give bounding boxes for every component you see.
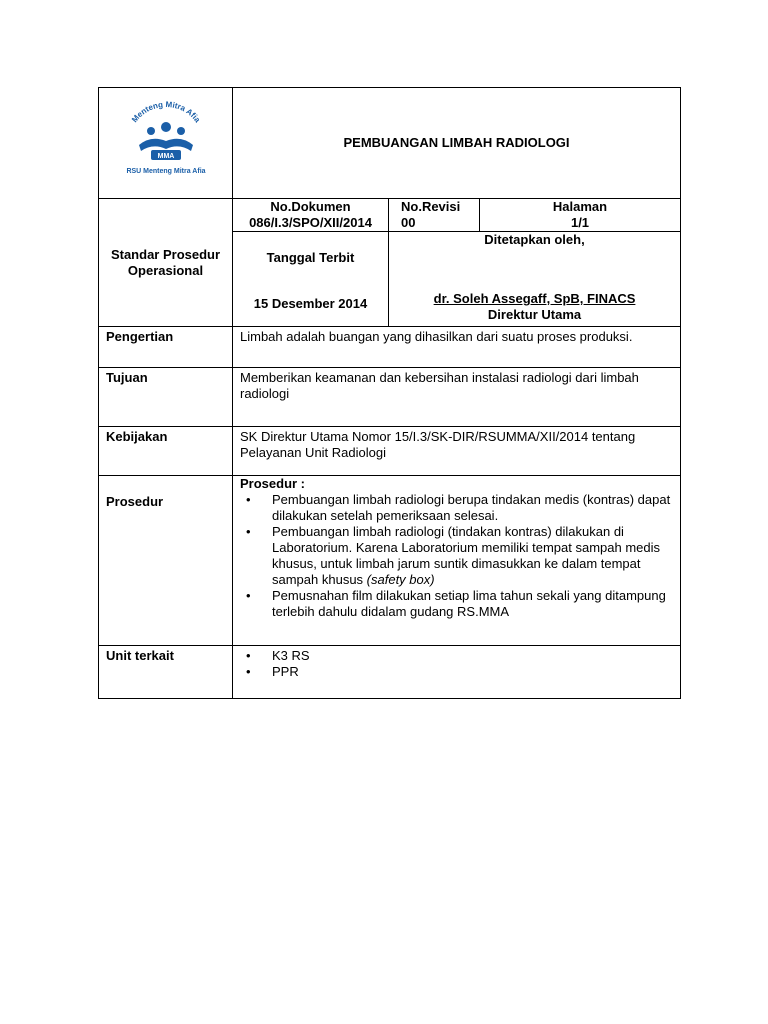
hospital-logo-icon — [121, 101, 211, 181]
approver-title: Direktur Utama — [487, 307, 582, 322]
revision-label: No.Revisi — [401, 199, 461, 214]
prosedur-item-2 — [272, 524, 674, 588]
tujuan-text: Memberikan keamanan dan kebersihan instalasi radiologi dari limbah radiologi — [233, 368, 681, 427]
sop-label-line1: Standar Prosedur — [110, 246, 221, 262]
page-label: Halaman — [552, 199, 608, 214]
prosedur-item-2-italic: (safety box) — [366, 572, 435, 587]
issue-date-value: 15 Desember 2014 — [253, 296, 368, 311]
prosedur-row — [99, 476, 681, 646]
unit-terkait-list — [240, 648, 674, 680]
kebijakan-label: Kebijakan — [99, 427, 233, 476]
page-cell — [480, 199, 681, 232]
approved-by-label: Ditetapkan oleh, — [484, 232, 585, 247]
logo-arc-text: Menteng Mitra Afia — [129, 101, 202, 125]
prosedur-heading: Prosedur : — [240, 476, 306, 491]
approval-cell — [389, 232, 681, 327]
doc-number-value: 086/I.3/SPO/XII/2014 — [249, 215, 372, 230]
unit-item-1: • K3 RS — [272, 648, 674, 664]
approver-name: dr. Soleh Assegaff, SpB, FINACS — [433, 291, 636, 306]
pengertian-row — [99, 327, 681, 368]
revision-cell — [389, 199, 480, 232]
kebijakan-text: SK Direktur Utama Nomor 15/I.3/SK-DIR/RSUMMA/XII/2014 tentang Pelayanan Unit Radiologi — [233, 427, 681, 476]
pengertian-text: Limbah adalah buangan yang dihasilkan dari suatu proses produksi. — [233, 327, 681, 368]
doc-number-label: No.Dokumen — [270, 199, 351, 214]
tujuan-row — [99, 368, 681, 427]
svg-text:Menteng Mitra Afia — [130, 101, 202, 125]
issue-date-cell — [233, 232, 389, 327]
doc-number-cell — [233, 199, 389, 232]
kebijakan-row — [99, 427, 681, 476]
unit-terkait-label: Unit terkait — [99, 646, 233, 699]
revision-value: 00 — [401, 215, 416, 230]
unit-terkait-content — [233, 646, 681, 699]
page-value: 1/1 — [570, 215, 590, 230]
prosedur-list — [240, 492, 674, 620]
logo-caption: RSU Menteng Mitra Afia — [125, 168, 206, 175]
prosedur-content — [233, 476, 681, 646]
unit-item-2: • PPR — [272, 664, 674, 680]
prosedur-item-2-text: Pembuangan limbah radiologi (tindakan kontras) dilakukan di Laboratorium. Karena Laboratorium memiliki tempat sampah medis khusus, untuk limbah jarum suntik dimasukkan ke dalam tempat sampah khusus — [272, 524, 661, 587]
sop-label-cell — [99, 199, 233, 327]
sop-table — [98, 87, 681, 699]
header-row — [99, 88, 681, 199]
unit-terkait-row — [99, 646, 681, 699]
sop-label-line2: Operasional — [127, 262, 204, 278]
sop-document — [98, 87, 680, 699]
prosedur-item-1: • Pembuangan limbah radiologi berupa tindakan medis (kontras) dapat dilakukan setelah pemeriksaan selesai. — [272, 492, 674, 524]
logo-badge: MMA — [157, 153, 174, 160]
logo-cell — [99, 88, 233, 199]
prosedur-label: Prosedur — [99, 476, 233, 646]
issue-date-label: Tanggal Terbit — [266, 250, 355, 265]
prosedur-item-3: • Pemusnahan film dilakukan setiap lima tahun sekali yang ditampung terlebih dahulu didalam gudang RS.MMA — [272, 588, 674, 620]
document-title: PEMBUANGAN LIMBAH RADIOLOGI — [233, 88, 681, 199]
tujuan-label: Tujuan — [99, 368, 233, 427]
doc-info-row — [99, 199, 681, 232]
pengertian-label: Pengertian — [99, 327, 233, 368]
